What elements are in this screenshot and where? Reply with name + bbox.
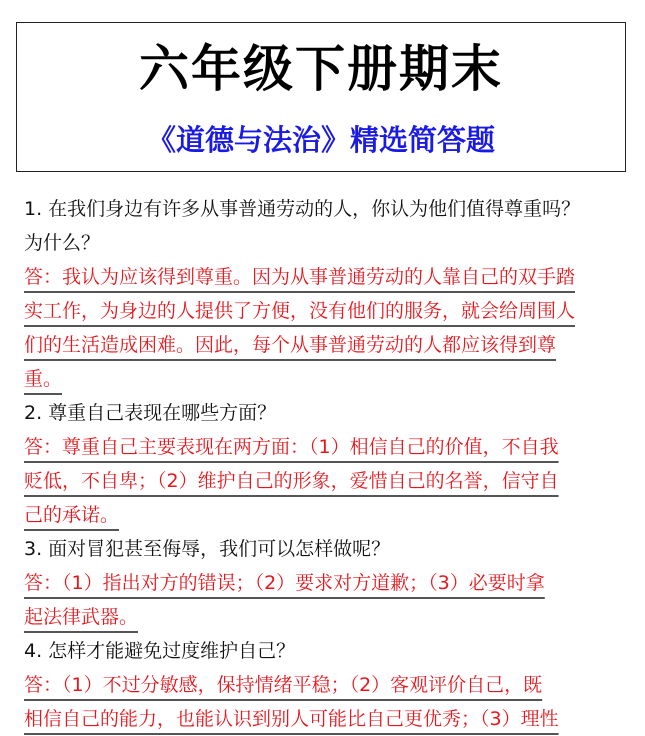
question-1-line-2: 为什么？ bbox=[24, 232, 101, 254]
page-title: 六年级下册期末 bbox=[139, 39, 503, 98]
question-1-line-1: 1. 在我们身边有许多从事普通劳动的人，你认为他们值得尊重吗？ bbox=[24, 198, 581, 220]
title-box bbox=[16, 22, 626, 172]
answer-4-line-2: 相信自己的能力，也能认识到别人可能比自己更优秀；（3）理性 bbox=[24, 708, 559, 730]
answer-2-line-3: 己的承诺。 bbox=[24, 504, 120, 526]
answer-1-line-3: 们的生活造成困难。因此，每个从事普通劳动的人都应该得到尊 bbox=[24, 334, 557, 356]
qa-list bbox=[24, 192, 636, 736]
answer-3-line-2: 起法律武器。 bbox=[24, 606, 139, 628]
answer-2-line-1: 答：尊重自己主要表现在两方面：（1）相信自己的价值，不自我 bbox=[24, 436, 559, 458]
answer-4-line-1: 答：（1）不过分敏感，保持情绪平稳；（2）客观评价自己，既 bbox=[24, 674, 543, 696]
answer-1-line-1: 答：我认为应该得到尊重。因为从事普通劳动的人靠自己的双手踏 bbox=[24, 266, 576, 288]
answer-2-line-2: 贬低，不自卑；（2）维护自己的形象，爱惜自己的名誉，信守自 bbox=[24, 470, 559, 492]
page-subtitle: 《道德与法治》精选简答题 bbox=[146, 123, 495, 157]
answer-1-line-2: 实工作，为身边的人提供了方便，没有他们的服务，就会给周围人 bbox=[24, 300, 576, 322]
question-2-line-1: 2. 尊重自己表现在哪些方面？ bbox=[24, 402, 277, 424]
answer-1-line-4: 重。 bbox=[24, 368, 63, 390]
question-4-line-1: 4. 怎样才能避免过度维护自己？ bbox=[24, 640, 296, 662]
question-3-line-1: 3. 面对冒犯甚至侮辱，我们可以怎样做呢？ bbox=[24, 538, 391, 560]
answer-3-line-1: 答：（1）指出对方的错误；（2）要求对方道歉；（3）必要时拿 bbox=[24, 572, 545, 594]
